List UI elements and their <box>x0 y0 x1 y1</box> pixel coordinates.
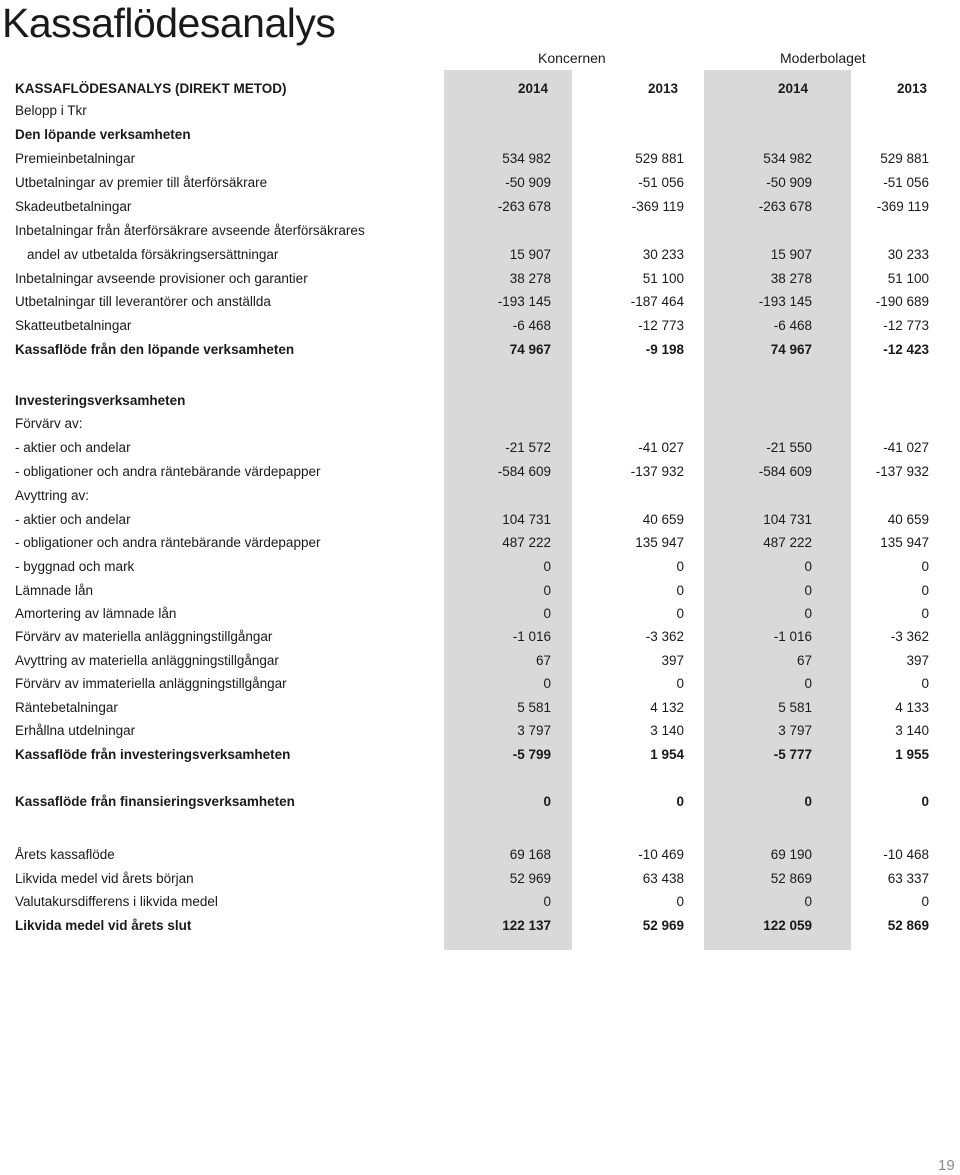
koncernen-2014-cell: -5 799 <box>512 747 551 762</box>
moderbolaget-2014-cell: 0 <box>804 559 812 574</box>
koncernen-2014-cell: -193 145 <box>497 294 551 309</box>
moderbolaget-2013-cell: 529 881 <box>880 151 929 166</box>
table-row <box>0 846 960 864</box>
koncernen-2013-cell: 2013 <box>647 81 678 96</box>
table-row <box>0 558 960 576</box>
koncernen-2013-cell: 529 881 <box>635 151 684 166</box>
table-row <box>0 392 960 410</box>
row-label: - obligationer och andra räntebärande värdepapper <box>15 535 321 550</box>
koncernen-2014-cell: -6 468 <box>512 318 551 333</box>
table-row <box>0 270 960 288</box>
moderbolaget-2014-cell: 15 907 <box>770 247 812 262</box>
koncernen-2014-cell: 122 137 <box>502 918 551 933</box>
row-label: Likvida medel vid årets slut <box>15 918 192 933</box>
koncernen-2013-cell: -369 119 <box>631 199 684 214</box>
moderbolaget-2014-cell: -263 678 <box>758 199 812 214</box>
moderbolaget-2013-cell: 52 869 <box>887 918 929 933</box>
koncernen-2014-cell: 487 222 <box>502 535 551 550</box>
koncernen-2013-cell: 397 <box>661 653 684 668</box>
moderbolaget-2014-cell: 2014 <box>777 81 808 96</box>
row-label: Amortering av lämnade lån <box>15 606 177 621</box>
row-label: - aktier och andelar <box>15 440 131 455</box>
koncernen-2014-cell: 38 278 <box>509 271 551 286</box>
moderbolaget-2013-cell: 1 955 <box>895 747 929 762</box>
koncernen-2013-cell: 30 233 <box>642 247 684 262</box>
moderbolaget-2014-cell: 52 869 <box>770 871 812 886</box>
koncernen-2013-cell: 0 <box>676 894 684 909</box>
moderbolaget-2014-cell: -50 909 <box>766 175 812 190</box>
koncernen-2014-cell: 69 168 <box>509 847 551 862</box>
moderbolaget-2014-cell: -21 550 <box>766 440 812 455</box>
koncernen-2014-cell: 0 <box>543 559 551 574</box>
row-label: - byggnad och mark <box>15 559 135 574</box>
koncernen-2013-cell: 0 <box>676 583 684 598</box>
koncernen-2014-cell: 0 <box>543 606 551 621</box>
moderbolaget-2014-cell: 534 982 <box>763 151 812 166</box>
row-label: Räntebetalningar <box>15 700 118 715</box>
row-label: Den löpande verksamheten <box>15 127 191 142</box>
page-title: Kassaflödesanalys <box>2 0 336 46</box>
moderbolaget-2013-cell: -12 773 <box>883 318 929 333</box>
koncernen-2013-cell: -9 198 <box>645 342 684 357</box>
group-header-koncernen: Koncernen <box>538 50 606 66</box>
table-row <box>0 870 960 888</box>
moderbolaget-2014-cell: -5 777 <box>773 747 812 762</box>
moderbolaget-2013-cell: 397 <box>906 653 929 668</box>
moderbolaget-2013-cell: 63 337 <box>887 871 929 886</box>
koncernen-2013-cell: 0 <box>676 559 684 574</box>
row-label: Förvärv av: <box>15 416 83 431</box>
table-row <box>0 652 960 670</box>
moderbolaget-2014-cell: 74 967 <box>770 342 812 357</box>
koncernen-2013-cell: -3 362 <box>645 629 684 644</box>
row-label: Förvärv av materiella anläggningstillgångar <box>15 629 273 644</box>
row-label: Utbetalningar av premier till återförsäkrare <box>15 175 268 190</box>
koncernen-2014-cell: 67 <box>535 653 551 668</box>
koncernen-2014-cell: 74 967 <box>509 342 551 357</box>
row-label: - aktier och andelar <box>15 512 131 527</box>
page-number: 19 <box>938 1157 955 1174</box>
row-label: Förvärv av immateriella anläggningstillgångar <box>15 676 287 691</box>
row-label: KASSAFLÖDESANALYS (DIREKT METOD) <box>15 81 287 96</box>
moderbolaget-2013-cell: -51 056 <box>883 175 929 190</box>
moderbolaget-2014-cell: -584 609 <box>758 464 812 479</box>
table-row <box>0 246 960 264</box>
moderbolaget-2014-cell: 67 <box>796 653 812 668</box>
moderbolaget-2013-cell: -41 027 <box>883 440 929 455</box>
koncernen-2013-cell: 52 969 <box>642 918 684 933</box>
table-row <box>0 746 960 764</box>
row-label: Erhållna utdelningar <box>15 723 136 738</box>
table-row <box>0 487 960 505</box>
koncernen-2013-cell: 3 140 <box>650 723 684 738</box>
table-row <box>0 511 960 529</box>
table-row <box>0 628 960 646</box>
moderbolaget-2014-cell: 38 278 <box>770 271 812 286</box>
moderbolaget-2014-cell: 69 190 <box>770 847 812 862</box>
row-label: Belopp i Tkr <box>15 103 87 118</box>
table-row <box>0 699 960 717</box>
koncernen-2013-cell: 0 <box>676 606 684 621</box>
row-label: Likvida medel vid årets början <box>15 871 194 886</box>
moderbolaget-2013-cell: 0 <box>921 583 929 598</box>
row-label: Kassaflöde från investeringsverksamheten <box>15 747 291 762</box>
moderbolaget-2014-cell: 0 <box>804 894 812 909</box>
row-label: Skadeutbetalningar <box>15 199 132 214</box>
koncernen-2014-cell: -263 678 <box>497 199 551 214</box>
moderbolaget-2014-cell: 104 731 <box>763 512 812 527</box>
moderbolaget-2013-cell: 0 <box>921 794 929 809</box>
moderbolaget-2013-cell: -12 423 <box>883 342 929 357</box>
moderbolaget-2014-cell: 3 797 <box>778 723 812 738</box>
table-row <box>0 605 960 623</box>
table-row <box>0 722 960 740</box>
row-label: Kassaflöde från den löpande verksamheten <box>15 342 295 357</box>
row-label: - obligationer och andra räntebärande värdepapper <box>15 464 321 479</box>
table-row <box>0 582 960 600</box>
moderbolaget-2013-cell: 30 233 <box>887 247 929 262</box>
table-row <box>0 102 960 120</box>
row-label: Skatteutbetalningar <box>15 318 132 333</box>
row-label: Inbetalningar från återförsäkrare avseende återförsäkrares <box>15 223 365 238</box>
moderbolaget-2014-cell: -6 468 <box>773 318 812 333</box>
koncernen-2014-cell: 0 <box>543 894 551 909</box>
row-label: Årets kassaflöde <box>15 847 115 862</box>
koncernen-2013-cell: 51 100 <box>642 271 684 286</box>
moderbolaget-2013-cell: 51 100 <box>887 271 929 286</box>
moderbolaget-2014-cell: 0 <box>804 606 812 621</box>
table-row <box>0 150 960 168</box>
moderbolaget-2013-cell: -137 932 <box>875 464 929 479</box>
row-label: Premieinbetalningar <box>15 151 136 166</box>
table-row <box>0 126 960 144</box>
koncernen-2013-cell: 63 438 <box>642 871 684 886</box>
table-row <box>0 174 960 192</box>
table-row <box>0 415 960 433</box>
row-label: Valutakursdifferens i likvida medel <box>15 894 218 909</box>
koncernen-2014-cell: -1 016 <box>512 629 551 644</box>
moderbolaget-2014-cell: 0 <box>804 583 812 598</box>
koncernen-2013-cell: 0 <box>676 794 684 809</box>
table-row <box>0 293 960 311</box>
koncernen-2014-cell: -50 909 <box>505 175 551 190</box>
table-row <box>0 463 960 481</box>
row-label: Inbetalningar avseende provisioner och garantier <box>15 271 308 286</box>
moderbolaget-2014-cell: 5 581 <box>778 700 812 715</box>
moderbolaget-2014-cell: 0 <box>804 676 812 691</box>
moderbolaget-2014-cell: 0 <box>804 794 812 809</box>
table-row <box>0 793 960 811</box>
moderbolaget-2013-cell: 40 659 <box>887 512 929 527</box>
moderbolaget-2013-cell: 2013 <box>896 81 927 96</box>
koncernen-2013-cell: -51 056 <box>638 175 684 190</box>
koncernen-2013-cell: -137 932 <box>630 464 684 479</box>
table-row <box>0 893 960 911</box>
koncernen-2014-cell: -21 572 <box>505 440 551 455</box>
table-row <box>0 317 960 335</box>
koncernen-2013-cell: 4 132 <box>650 700 684 715</box>
koncernen-2014-cell: 2014 <box>517 81 548 96</box>
row-label: andel av utbetalda försäkringsersättningar <box>27 247 279 262</box>
koncernen-2014-cell: 5 581 <box>517 700 551 715</box>
moderbolaget-2013-cell: -10 468 <box>883 847 929 862</box>
moderbolaget-2013-cell: 0 <box>921 606 929 621</box>
koncernen-2014-cell: 0 <box>543 676 551 691</box>
koncernen-2014-cell: 104 731 <box>502 512 551 527</box>
row-label: Investeringsverksamheten <box>15 393 186 408</box>
row-label: Lämnade lån <box>15 583 94 598</box>
row-label: Utbetalningar till leverantörer och anställda <box>15 294 271 309</box>
table-row <box>0 198 960 216</box>
moderbolaget-2014-cell: -1 016 <box>773 629 812 644</box>
koncernen-2014-cell: 0 <box>543 583 551 598</box>
table-row <box>0 534 960 552</box>
moderbolaget-2013-cell: -190 689 <box>875 294 929 309</box>
koncernen-2013-cell: -10 469 <box>638 847 684 862</box>
row-label: Kassaflöde från finansieringsverksamheten <box>15 794 295 809</box>
koncernen-2013-cell: 0 <box>676 676 684 691</box>
koncernen-2014-cell: 52 969 <box>509 871 551 886</box>
koncernen-2014-cell: 15 907 <box>509 247 551 262</box>
table-row <box>0 439 960 457</box>
table-row <box>0 80 960 98</box>
group-header-moderbolaget: Moderbolaget <box>780 50 866 66</box>
koncernen-2013-cell: -41 027 <box>638 440 684 455</box>
moderbolaget-2013-cell: 135 947 <box>880 535 929 550</box>
moderbolaget-2013-cell: 3 140 <box>895 723 929 738</box>
koncernen-2013-cell: 135 947 <box>635 535 684 550</box>
koncernen-2013-cell: 1 954 <box>650 747 684 762</box>
table-row <box>0 222 960 240</box>
table-row <box>0 917 960 935</box>
row-label: Avyttring av materiella anläggningstillgångar <box>15 653 279 668</box>
row-label: Avyttring av: <box>15 488 90 503</box>
moderbolaget-2014-cell: 487 222 <box>763 535 812 550</box>
koncernen-2013-cell: -12 773 <box>638 318 684 333</box>
koncernen-2014-cell: 534 982 <box>502 151 551 166</box>
moderbolaget-2013-cell: 0 <box>921 894 929 909</box>
koncernen-2014-cell: 0 <box>543 794 551 809</box>
koncernen-2014-cell: -584 609 <box>497 464 551 479</box>
koncernen-2013-cell: -187 464 <box>630 294 684 309</box>
moderbolaget-2013-cell: 4 133 <box>895 700 929 715</box>
koncernen-2013-cell: 40 659 <box>642 512 684 527</box>
moderbolaget-2013-cell: -3 362 <box>890 629 929 644</box>
table-row <box>0 341 960 359</box>
moderbolaget-2014-cell: -193 145 <box>758 294 812 309</box>
moderbolaget-2013-cell: 0 <box>921 559 929 574</box>
moderbolaget-2014-cell: 122 059 <box>763 918 812 933</box>
table-row <box>0 675 960 693</box>
koncernen-2014-cell: 3 797 <box>517 723 551 738</box>
moderbolaget-2013-cell: -369 119 <box>876 199 929 214</box>
moderbolaget-2013-cell: 0 <box>921 676 929 691</box>
